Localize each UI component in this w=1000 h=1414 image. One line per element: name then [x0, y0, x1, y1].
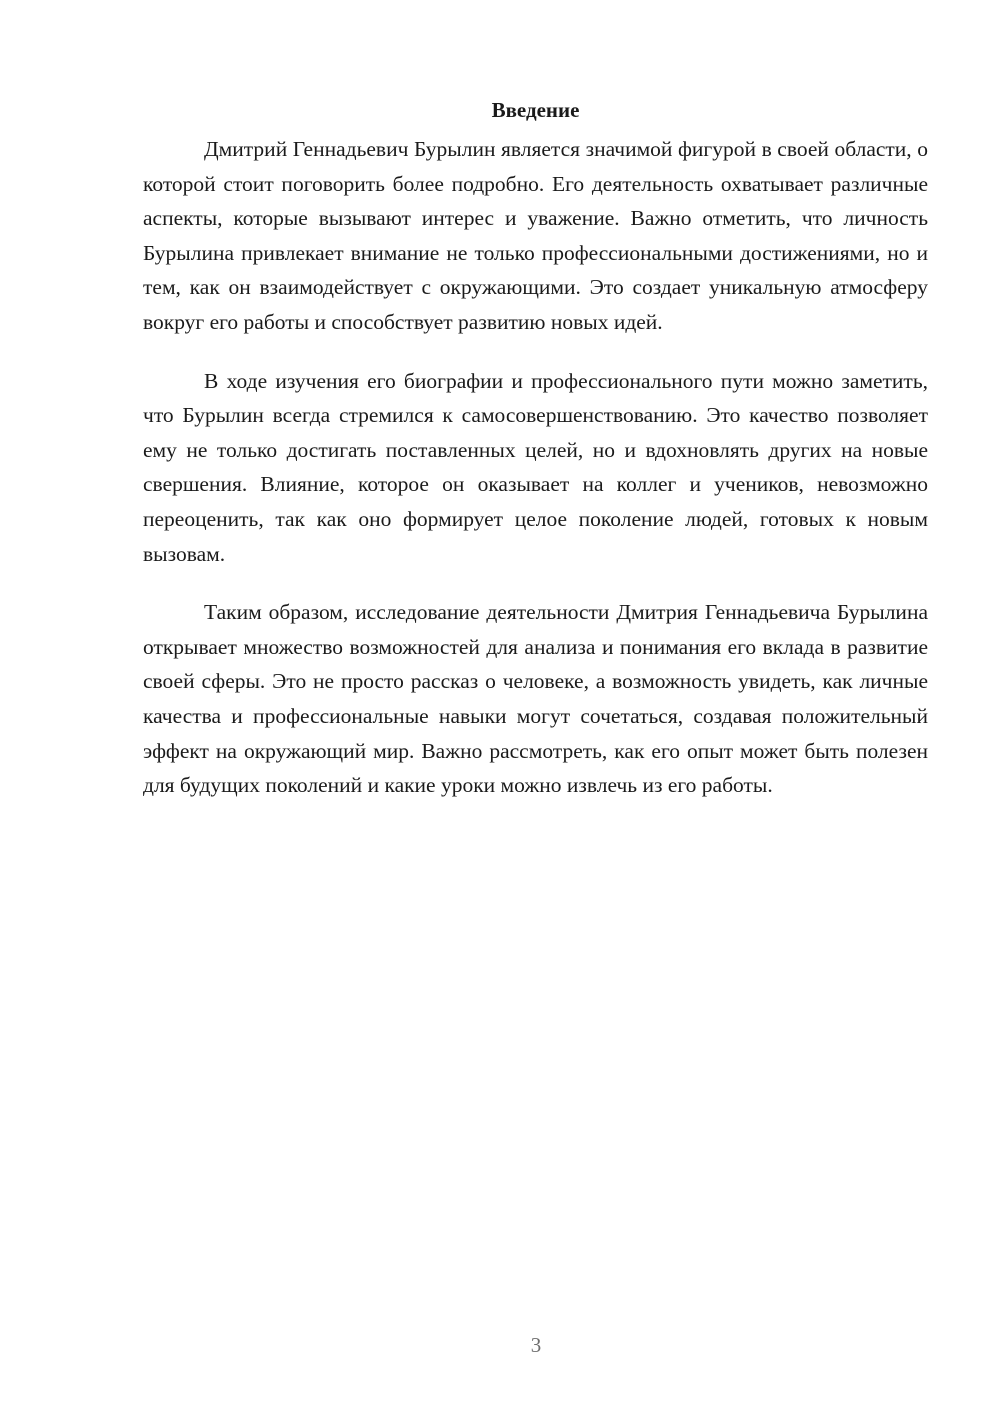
paragraph-1: Дмитрий Геннадьевич Бурылин является значимой фигурой в своей области, о которой стоит поговорить более подробно. Его деятельность охватывает различные аспекты, которые вызывают интерес и уважение. Важно отметить, что личность Бурылина привлекает внимание не только профессиональными достижениями, но и тем, как он взаимодействует с окружающими. Это создает уникальную атмосферу вокруг его работы и способствует развитию новых идей. [143, 137, 928, 334]
paragraph-3: Таким образом, исследование деятельности Дмитрия Геннадьевича Бурылина открывает множество возможностей для анализа и понимания его вклада в развитие своей сферы. Это не просто рассказ о человеке, а возможность увидеть, как личные качества и профессиональные навыки могут сочетаться, создавая положительный эффект на окружающий мир. Важно рассмотреть, как его опыт может быть полезен для будущих поколений и какие уроки можно извлечь из его работы. [143, 600, 928, 798]
paragraph-2: В ходе изучения его биографии и профессионального пути можно заметить, что Бурылин всегда стремился к самосовершенствованию. Это качество позволяет ему не только достигать поставленных целей, но и вдохновлять других на новые свершения. Влияние, которое он оказывает на коллег и учеников, невозможно переоценить, так как оно формирует целое поколение людей, готовых к новым вызовам. [143, 368, 928, 566]
section-title: Введение [491, 98, 580, 122]
page-number: 3 [530, 1333, 542, 1357]
page-content [143, 92, 928, 827]
